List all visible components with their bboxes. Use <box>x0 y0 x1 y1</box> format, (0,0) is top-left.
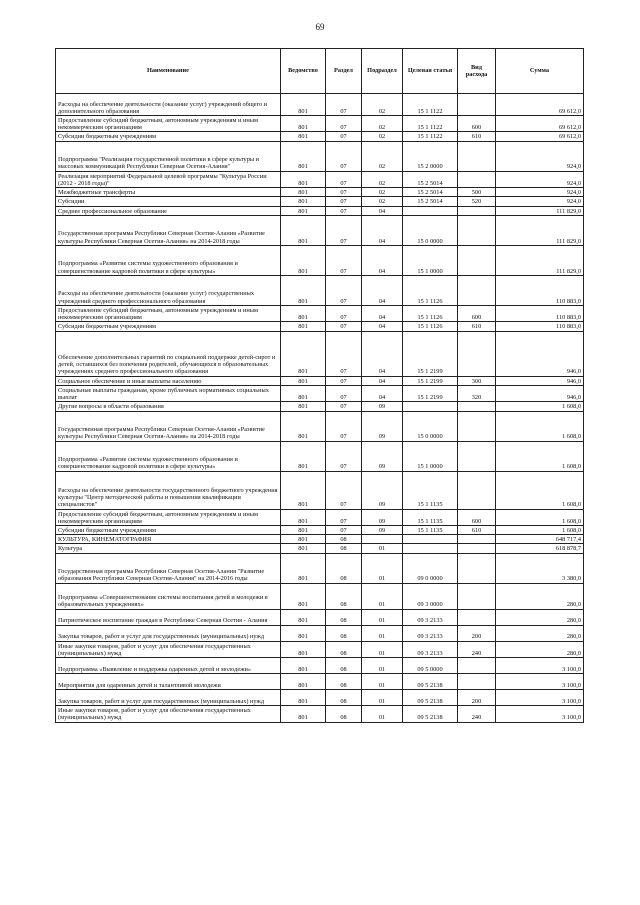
cell-razdel: 07 <box>326 275 362 305</box>
cell-podrazdel: 04 <box>362 305 403 321</box>
cell-vedomstvo: 801 <box>281 331 326 376</box>
table-row <box>56 441 584 471</box>
cell-vedomstvo: 801 <box>281 116 326 132</box>
cell-vid-raskhoda: 200 <box>458 690 496 706</box>
cell-vid-raskhoda: 500 <box>458 188 496 197</box>
cell-vedomstvo: 801 <box>281 411 326 441</box>
cell-vedomstvo: 801 <box>281 525 326 534</box>
cell-podrazdel: 01 <box>362 641 403 657</box>
cell-razdel: 07 <box>326 94 362 116</box>
cell-podrazdel: 01 <box>362 674 403 690</box>
cell-vid-raskhoda <box>458 441 496 471</box>
table-row <box>56 376 584 385</box>
cell-name: Подпрограмма «Совершенствование системы воспитания детей и молодежи в образовательных учреждениях» <box>56 583 281 609</box>
cell-summa: 111 829,0 <box>496 245 584 275</box>
cell-celevaya-statya <box>403 535 458 544</box>
cell-razdel: 07 <box>326 322 362 331</box>
cell-vid-raskhoda <box>458 583 496 609</box>
cell-vedomstvo: 801 <box>281 706 326 722</box>
cell-vid-raskhoda <box>458 141 496 171</box>
cell-celevaya-statya: 09 3 0000 <box>403 583 458 609</box>
cell-celevaya-statya: 15 1 1126 <box>403 275 458 305</box>
cell-celevaya-statya: 15 0 0000 <box>403 215 458 245</box>
table-row <box>56 583 584 609</box>
cell-name: КУЛЬТУРА, КИНЕМАТОГРАФИЯ <box>56 535 281 544</box>
cell-celevaya-statya: 15 2 5014 <box>403 197 458 206</box>
cell-celevaya-statya: 15 2 0000 <box>403 141 458 171</box>
cell-podrazdel: 09 <box>362 471 403 509</box>
cell-vedomstvo: 801 <box>281 94 326 116</box>
table-row <box>56 132 584 141</box>
cell-celevaya-statya: 09 3 2133 <box>403 609 458 625</box>
cell-name: Закупка товаров, работ и услуг для государственных (муниципальных) нужд <box>56 690 281 706</box>
cell-razdel: 08 <box>326 641 362 657</box>
cell-celevaya-statya: 15 1 0000 <box>403 441 458 471</box>
cell-razdel: 07 <box>326 171 362 187</box>
cell-name: Иные закупки товаров, работ и услуг для обеспечения государственных (муниципальных) нужд <box>56 641 281 657</box>
cell-podrazdel: 01 <box>362 583 403 609</box>
cell-razdel: 07 <box>326 441 362 471</box>
table-row <box>56 141 584 171</box>
table-row <box>56 206 584 215</box>
cell-vid-raskhoda <box>458 471 496 509</box>
cell-vedomstvo: 801 <box>281 376 326 385</box>
cell-vid-raskhoda <box>458 245 496 275</box>
cell-summa: 3 380,0 <box>496 553 584 583</box>
cell-razdel: 07 <box>326 197 362 206</box>
budget-table <box>55 48 584 723</box>
cell-vid-raskhoda: 520 <box>458 197 496 206</box>
cell-name: Субсидии бюджетным учреждениям <box>56 132 281 141</box>
cell-celevaya-statya: 09 3 2133 <box>403 641 458 657</box>
cell-name: Иные закупки товаров, работ и услуг для обеспечения государственных (муниципальных) нужд <box>56 706 281 722</box>
cell-podrazdel: 01 <box>362 553 403 583</box>
cell-vedomstvo: 801 <box>281 553 326 583</box>
cell-celevaya-statya: 15 2 5014 <box>403 171 458 187</box>
cell-podrazdel: 02 <box>362 188 403 197</box>
cell-summa: 924,0 <box>496 188 584 197</box>
cell-summa: 280,0 <box>496 625 584 641</box>
header-name: Наименование <box>56 49 281 94</box>
cell-vedomstvo: 801 <box>281 625 326 641</box>
cell-vedomstvo: 801 <box>281 141 326 171</box>
cell-podrazdel: 09 <box>362 411 403 441</box>
cell-vedomstvo: 801 <box>281 206 326 215</box>
cell-vedomstvo: 801 <box>281 402 326 411</box>
cell-podrazdel: 01 <box>362 690 403 706</box>
cell-podrazdel: 01 <box>362 609 403 625</box>
cell-podrazdel: 02 <box>362 132 403 141</box>
table-row <box>56 658 584 674</box>
cell-celevaya-statya: 15 1 2199 <box>403 331 458 376</box>
table-row <box>56 385 584 401</box>
cell-vedomstvo: 801 <box>281 385 326 401</box>
cell-vid-raskhoda <box>458 275 496 305</box>
cell-vedomstvo: 801 <box>281 305 326 321</box>
cell-podrazdel <box>362 535 403 544</box>
cell-vid-raskhoda: 610 <box>458 132 496 141</box>
table-row <box>56 116 584 132</box>
cell-podrazdel: 09 <box>362 402 403 411</box>
table-row <box>56 275 584 305</box>
cell-razdel: 08 <box>326 553 362 583</box>
cell-vid-raskhoda <box>458 215 496 245</box>
cell-razdel: 07 <box>326 305 362 321</box>
cell-summa: 3 100,0 <box>496 674 584 690</box>
cell-name: Социальные выплаты гражданам, кроме публичных нормативных социальных выплат <box>56 385 281 401</box>
cell-razdel: 08 <box>326 535 362 544</box>
cell-name: Предоставление субсидий бюджетным, автономным учреждениям и иным некоммерческим организациям <box>56 509 281 525</box>
table-row <box>56 509 584 525</box>
cell-vedomstvo: 801 <box>281 471 326 509</box>
cell-vedomstvo: 801 <box>281 275 326 305</box>
header-summa: Сумма <box>496 49 584 94</box>
cell-summa: 3 100,0 <box>496 706 584 722</box>
cell-razdel: 07 <box>326 132 362 141</box>
cell-celevaya-statya: 09 5 2138 <box>403 690 458 706</box>
cell-celevaya-statya <box>403 206 458 215</box>
table-row <box>56 674 584 690</box>
cell-podrazdel: 04 <box>362 275 403 305</box>
cell-razdel: 07 <box>326 402 362 411</box>
cell-vid-raskhoda: 240 <box>458 706 496 722</box>
cell-name: Предоставление субсидий бюджетным, автономным учреждениям и иным некоммерческим организациям <box>56 116 281 132</box>
cell-vid-raskhoda <box>458 535 496 544</box>
cell-vid-raskhoda: 600 <box>458 509 496 525</box>
cell-name: Подпрограмма «Выявление и поддержка одаренных детей и молодежи» <box>56 658 281 674</box>
cell-podrazdel: 01 <box>362 544 403 553</box>
cell-razdel: 07 <box>326 331 362 376</box>
cell-vid-raskhoda: 200 <box>458 625 496 641</box>
cell-celevaya-statya: 15 0 0000 <box>403 411 458 441</box>
cell-celevaya-statya: 15 1 1122 <box>403 116 458 132</box>
cell-summa: 946,0 <box>496 385 584 401</box>
cell-summa: 3 100,0 <box>496 690 584 706</box>
cell-celevaya-statya: 09 5 0000 <box>403 658 458 674</box>
cell-summa: 1 608,0 <box>496 411 584 441</box>
cell-vedomstvo: 801 <box>281 583 326 609</box>
cell-celevaya-statya: 09 3 2133 <box>403 625 458 641</box>
table-row <box>56 706 584 722</box>
cell-razdel: 07 <box>326 215 362 245</box>
cell-celevaya-statya <box>403 402 458 411</box>
cell-vid-raskhoda <box>458 206 496 215</box>
cell-celevaya-statya: 15 2 5014 <box>403 188 458 197</box>
cell-vedomstvo: 801 <box>281 188 326 197</box>
cell-celevaya-statya: 15 1 2199 <box>403 385 458 401</box>
cell-podrazdel: 09 <box>362 509 403 525</box>
cell-vid-raskhoda <box>458 674 496 690</box>
cell-summa: 280,0 <box>496 609 584 625</box>
header-celevaya-statya: Целевая статья <box>403 49 458 94</box>
table-row <box>56 411 584 441</box>
table-row <box>56 402 584 411</box>
cell-vid-raskhoda <box>458 402 496 411</box>
table-row <box>56 322 584 331</box>
cell-summa: 111 829,0 <box>496 206 584 215</box>
cell-vid-raskhoda: 610 <box>458 525 496 534</box>
cell-podrazdel: 09 <box>362 525 403 534</box>
cell-summa: 111 829,0 <box>496 215 584 245</box>
cell-summa: 1 608,0 <box>496 525 584 534</box>
cell-summa: 1 608,0 <box>496 471 584 509</box>
cell-summa: 648 717,4 <box>496 535 584 544</box>
cell-celevaya-statya: 15 1 2199 <box>403 376 458 385</box>
cell-name: Межбюджетные трансферты <box>56 188 281 197</box>
cell-podrazdel: 04 <box>362 331 403 376</box>
cell-name: Расходы на обеспечение деятельности государственного бюджетного учреждения культуры "Центр методической работы и повышения квалификации специалистов" <box>56 471 281 509</box>
cell-podrazdel: 02 <box>362 197 403 206</box>
cell-celevaya-statya: 09 5 2138 <box>403 706 458 722</box>
table-row <box>56 553 584 583</box>
cell-podrazdel: 04 <box>362 245 403 275</box>
cell-vid-raskhoda <box>458 331 496 376</box>
cell-razdel: 08 <box>326 625 362 641</box>
cell-vedomstvo: 801 <box>281 322 326 331</box>
cell-name: Обеспечение дополнительных гарантий по социальной поддержке детей-сирот и детей, оставшихся без попечения родителей, обучающихся в образовательных учреждениях среднего профессионального образования <box>56 331 281 376</box>
header-vid-raskhoda: Вид расхода <box>458 49 496 94</box>
cell-vedomstvo: 801 <box>281 535 326 544</box>
cell-summa: 1 608,0 <box>496 402 584 411</box>
cell-podrazdel: 04 <box>362 322 403 331</box>
cell-podrazdel: 04 <box>362 215 403 245</box>
header-vedomstvo: Ведомство <box>281 49 326 94</box>
cell-summa: 110 883,0 <box>496 305 584 321</box>
cell-razdel: 07 <box>326 141 362 171</box>
cell-name: Закупка товаров, работ и услуг для государственных (муниципальных) нужд <box>56 625 281 641</box>
cell-razdel: 07 <box>326 471 362 509</box>
cell-name: Подпрограмма «Развитие системы художественного образования и совершенствование кадровой политики в сфере культуры» <box>56 245 281 275</box>
cell-vedomstvo: 801 <box>281 132 326 141</box>
cell-summa: 3 100,0 <box>496 658 584 674</box>
cell-podrazdel: 01 <box>362 658 403 674</box>
cell-podrazdel: 02 <box>362 94 403 116</box>
cell-razdel: 08 <box>326 583 362 609</box>
cell-name: Государственная программа Республики Северная Осетия-Алания «Развитие культуры Республики Северная Осетия-Алания» на 2014-2018 годы <box>56 215 281 245</box>
cell-razdel: 08 <box>326 544 362 553</box>
cell-summa: 69 612,0 <box>496 116 584 132</box>
cell-vedomstvo: 801 <box>281 609 326 625</box>
cell-celevaya-statya: 09 5 2138 <box>403 674 458 690</box>
header-podrazdel: Подраздел <box>362 49 403 94</box>
cell-celevaya-statya: 15 1 1135 <box>403 471 458 509</box>
cell-summa: 1 608,0 <box>496 441 584 471</box>
cell-name: Государственная программа Республики Северная Осетия-Алания "Развитие образования Республики Северная Осетия-Алания" на 2014-2016 годы <box>56 553 281 583</box>
cell-celevaya-statya: 15 1 1135 <box>403 525 458 534</box>
cell-razdel: 08 <box>326 674 362 690</box>
cell-razdel: 07 <box>326 188 362 197</box>
cell-celevaya-statya: 15 1 1122 <box>403 94 458 116</box>
cell-podrazdel: 04 <box>362 376 403 385</box>
cell-podrazdel: 02 <box>362 171 403 187</box>
cell-summa: 280,0 <box>496 583 584 609</box>
cell-vedomstvo: 801 <box>281 674 326 690</box>
cell-razdel: 08 <box>326 706 362 722</box>
cell-razdel: 07 <box>326 509 362 525</box>
cell-vid-raskhoda: 610 <box>458 322 496 331</box>
table-row <box>56 609 584 625</box>
cell-razdel: 07 <box>326 411 362 441</box>
cell-vedomstvo: 801 <box>281 690 326 706</box>
cell-vid-raskhoda <box>458 411 496 441</box>
table-row <box>56 188 584 197</box>
cell-name: Субсидии <box>56 197 281 206</box>
cell-name: Подпрограмма "Реализация государственной политики в сфере культуры и массовых коммуникаций Республики Северная Осетия-Алания" <box>56 141 281 171</box>
cell-vid-raskhoda: 320 <box>458 385 496 401</box>
table-row <box>56 245 584 275</box>
cell-summa: 924,0 <box>496 141 584 171</box>
cell-vedomstvo: 801 <box>281 171 326 187</box>
cell-vedomstvo: 801 <box>281 197 326 206</box>
cell-name: Расходы на обеспечение деятельности (оказание услуг) учреждений общего и дополнительного образования <box>56 94 281 116</box>
cell-summa: 924,0 <box>496 171 584 187</box>
cell-summa: 946,0 <box>496 376 584 385</box>
cell-name: Подпрограмма «Развитие системы художественного образования и совершенствование кадровой политики в сфере культуры» <box>56 441 281 471</box>
cell-vedomstvo: 801 <box>281 215 326 245</box>
table-row <box>56 625 584 641</box>
table-row <box>56 535 584 544</box>
cell-vid-raskhoda <box>458 544 496 553</box>
table-row <box>56 94 584 116</box>
cell-celevaya-statya: 15 1 1122 <box>403 132 458 141</box>
cell-name: Социальное обеспечение и иные выплаты населению <box>56 376 281 385</box>
cell-podrazdel: 09 <box>362 441 403 471</box>
cell-vid-raskhoda <box>458 658 496 674</box>
cell-razdel: 07 <box>326 116 362 132</box>
table-row <box>56 197 584 206</box>
cell-vid-raskhoda <box>458 171 496 187</box>
cell-razdel: 08 <box>326 658 362 674</box>
cell-vid-raskhoda: 240 <box>458 641 496 657</box>
cell-podrazdel: 02 <box>362 141 403 171</box>
cell-razdel: 08 <box>326 609 362 625</box>
cell-name: Другие вопросы в области образования <box>56 402 281 411</box>
table-row <box>56 471 584 509</box>
cell-podrazdel: 04 <box>362 385 403 401</box>
cell-razdel: 07 <box>326 376 362 385</box>
cell-podrazdel: 02 <box>362 116 403 132</box>
cell-name: Культура <box>56 544 281 553</box>
header-razdel: Раздел <box>326 49 362 94</box>
cell-name: Расходы на обеспечение деятельности (оказание услуг) государственных учреждений среднего профессионального образования <box>56 275 281 305</box>
cell-celevaya-statya: 09 0 0000 <box>403 553 458 583</box>
cell-vid-raskhoda <box>458 553 496 583</box>
table-row <box>56 331 584 376</box>
cell-name: Субсидии бюджетным учреждениям <box>56 322 281 331</box>
cell-vedomstvo: 801 <box>281 641 326 657</box>
cell-name: Патриотическое воспитание граждан в Республике Северная Осетия - Алания <box>56 609 281 625</box>
cell-razdel: 08 <box>326 690 362 706</box>
cell-podrazdel: 01 <box>362 625 403 641</box>
table-row <box>56 690 584 706</box>
cell-vid-raskhoda <box>458 609 496 625</box>
table-row <box>56 215 584 245</box>
table-row <box>56 305 584 321</box>
cell-summa: 618 878,7 <box>496 544 584 553</box>
cell-vid-raskhoda: 600 <box>458 305 496 321</box>
cell-vid-raskhoda <box>458 94 496 116</box>
cell-vedomstvo: 801 <box>281 658 326 674</box>
cell-vid-raskhoda: 300 <box>458 376 496 385</box>
table-row <box>56 171 584 187</box>
cell-razdel: 07 <box>326 245 362 275</box>
cell-vid-raskhoda: 600 <box>458 116 496 132</box>
cell-vedomstvo: 801 <box>281 245 326 275</box>
cell-celevaya-statya: 15 1 1126 <box>403 305 458 321</box>
page-number: 69 <box>315 22 325 32</box>
cell-summa: 110 883,0 <box>496 275 584 305</box>
cell-vedomstvo: 801 <box>281 441 326 471</box>
table-row <box>56 525 584 534</box>
cell-razdel: 07 <box>326 206 362 215</box>
cell-name: Реализация мероприятий Федеральной целевой программы "Культура России (2012 - 2018 годы)" <box>56 171 281 187</box>
cell-vedomstvo: 801 <box>281 509 326 525</box>
table-row <box>56 544 584 553</box>
cell-summa: 280,0 <box>496 641 584 657</box>
cell-celevaya-statya: 15 1 1135 <box>403 509 458 525</box>
cell-summa: 69 612,0 <box>496 132 584 141</box>
cell-summa: 1 608,0 <box>496 509 584 525</box>
cell-celevaya-statya: 15 1 0000 <box>403 245 458 275</box>
cell-summa: 946,0 <box>496 331 584 376</box>
cell-summa: 110 883,0 <box>496 322 584 331</box>
cell-celevaya-statya: 15 1 1126 <box>403 322 458 331</box>
table-header-row <box>56 49 584 94</box>
cell-name: Государственная программа Республики Северная Осетия-Алания «Развитие культуры Республики Северная Осетия-Алания» на 2014-2018 годы <box>56 411 281 441</box>
cell-summa: 924,0 <box>496 197 584 206</box>
table-row <box>56 641 584 657</box>
cell-name: Среднее профессиональное образование <box>56 206 281 215</box>
cell-summa: 69 612,0 <box>496 94 584 116</box>
cell-razdel: 07 <box>326 385 362 401</box>
cell-podrazdel: 04 <box>362 206 403 215</box>
cell-name: Субсидии бюджетным учреждениям <box>56 525 281 534</box>
table-body <box>56 94 584 723</box>
cell-name: Мероприятия для одаренных детей и талантливой молодежи <box>56 674 281 690</box>
cell-vedomstvo: 801 <box>281 544 326 553</box>
cell-podrazdel: 01 <box>362 706 403 722</box>
cell-name: Предоставление субсидий бюджетным, автономным учреждениям и иным некоммерческим организациям <box>56 305 281 321</box>
cell-razdel: 07 <box>326 525 362 534</box>
cell-celevaya-statya <box>403 544 458 553</box>
